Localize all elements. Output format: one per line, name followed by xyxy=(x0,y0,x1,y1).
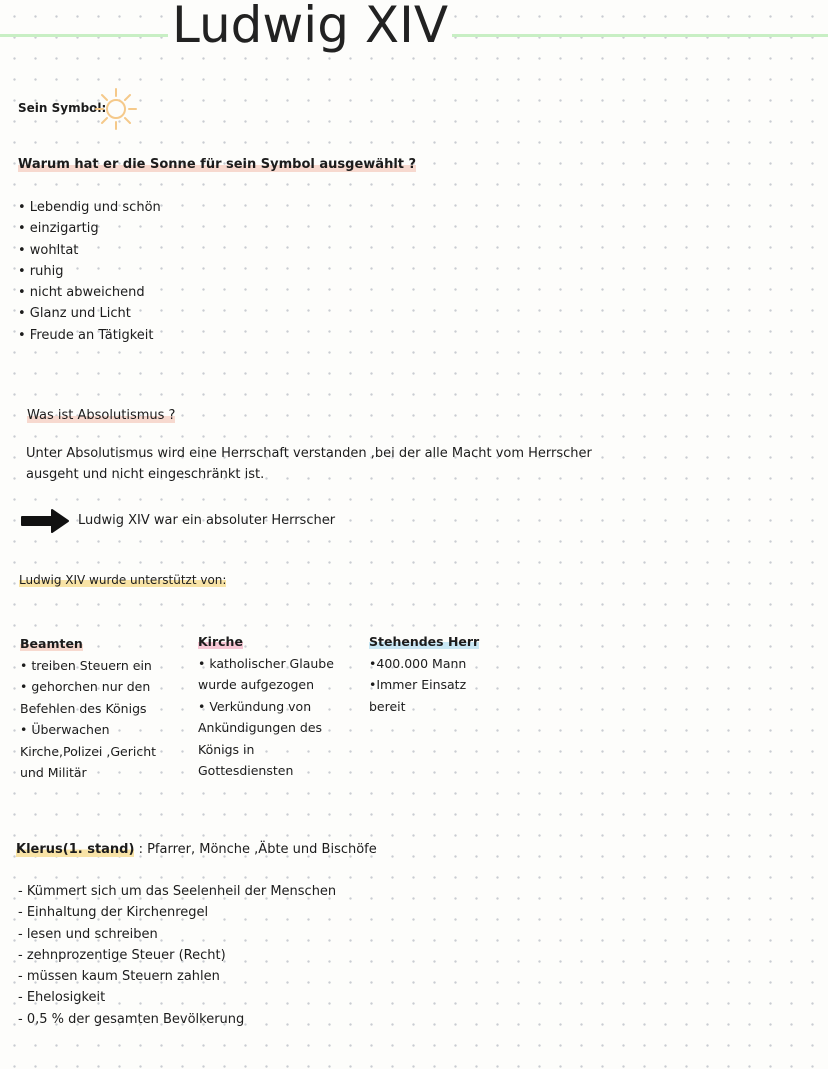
supporter-beamten xyxy=(20,633,156,784)
list-item: • wohltat xyxy=(18,242,79,258)
supported-heading xyxy=(19,573,226,587)
beamten-line: Befehlen des Königs xyxy=(20,700,147,716)
sun-reasons-list xyxy=(18,197,161,346)
arrow-right-icon xyxy=(20,508,70,534)
absolutism-definition-line-2: ausgeht und nicht eingeschränkt ist. xyxy=(26,467,265,482)
conclusion: Ludwig XIV war ein absoluter Herrscher xyxy=(78,513,336,528)
symbol-label: Sein Symbol: xyxy=(18,101,107,115)
list-item: • einzigartig xyxy=(18,221,99,237)
klerus-heading-bold: Klerus(1. stand) xyxy=(16,842,135,857)
page-title: Ludwig XIV xyxy=(168,0,452,54)
list-item: • Lebendig und schön xyxy=(18,200,161,215)
beamten-line: • Überwachen xyxy=(20,722,110,737)
sun-icon xyxy=(93,86,139,132)
kirche-title: Kirche xyxy=(198,634,243,649)
question-absolutism xyxy=(27,408,175,423)
kirche-line: wurde aufgezogen xyxy=(198,677,315,692)
beamten-line: und Militär xyxy=(20,765,87,780)
list-item: • Freude an Tätigkeit xyxy=(18,327,154,343)
supporter-herr xyxy=(369,631,479,717)
list-item: • nicht abweichend xyxy=(18,285,145,301)
beamten-line: • gehorchen nur den xyxy=(20,679,151,694)
list-item: - Ehelosigkeit xyxy=(18,990,106,1006)
question-absolutism-text: Was ist Absolutismus ? xyxy=(27,408,176,423)
kirche-line: Ankündigungen des xyxy=(198,720,323,735)
kirche-line: • katholischer Glaube xyxy=(198,655,334,671)
kirche-line: Königs in xyxy=(198,741,255,757)
herr-line: bereit xyxy=(369,698,406,714)
kirche-line: Gottesdiensten xyxy=(198,763,294,778)
beamten-title: Beamten xyxy=(20,636,83,651)
herr-line: •400.000 Mann xyxy=(369,655,467,671)
list-item: • ruhig xyxy=(18,263,64,279)
beamten-line: • treiben Steuern ein xyxy=(20,657,152,673)
list-item: - Einhaltung der Kirchenregel xyxy=(18,905,209,921)
klerus-heading-rest: : Pfarrer, Mönche ,Äbte und Bischöfe xyxy=(134,842,377,857)
supported-heading-text: Ludwig XIV wurde unterstützt von: xyxy=(19,573,227,587)
list-item: - 0,5 % der gesamten Bevölkerung xyxy=(18,1011,245,1027)
kirche-line: • Verkündung von xyxy=(198,698,312,714)
beamten-line: Kirche,Polizei ,Gericht xyxy=(20,743,157,759)
herr-line: •Immer Einsatz xyxy=(369,677,467,692)
klerus-heading xyxy=(16,842,377,857)
list-item: • Glanz und Licht xyxy=(18,306,131,322)
herr-title: Stehendes Herr xyxy=(369,634,480,649)
absolutism-definition-line-1: Unter Absolutismus wird eine Herrschaft verstanden ,bei der alle Macht vom Herrscher xyxy=(26,446,592,461)
list-item: - Kümmert sich um das Seelenheil der Menschen xyxy=(18,884,337,899)
list-item: - müssen kaum Steuern zahlen xyxy=(18,969,220,985)
list-item: - lesen und schreiben xyxy=(18,926,158,942)
question-sun xyxy=(18,157,416,172)
klerus-list xyxy=(18,881,336,1030)
list-item: - zehnprozentige Steuer (Recht) xyxy=(18,947,226,963)
question-sun-text: Warum hat er die Sonne für sein Symbol ausgewählt ? xyxy=(18,157,417,172)
supporter-kirche xyxy=(198,631,334,782)
